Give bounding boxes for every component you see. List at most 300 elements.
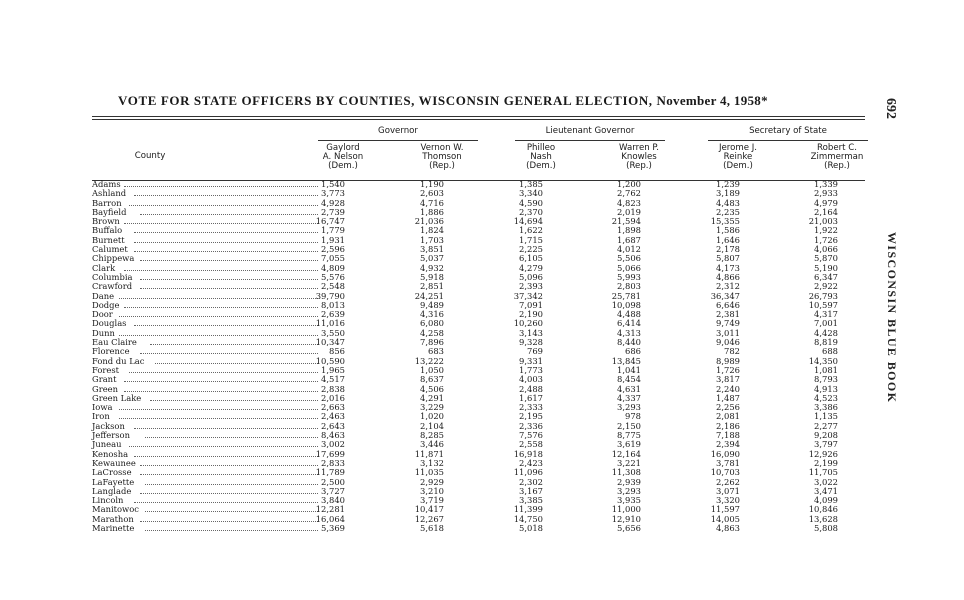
table-row <box>92 431 872 440</box>
vote-count: 39,790 <box>315 290 345 301</box>
vote-count: 1,586 <box>716 225 740 236</box>
county-name: Jefferson <box>92 430 130 441</box>
vote-count: 4,590 <box>519 197 543 208</box>
vote-count: 4,863 <box>716 522 740 533</box>
candidate-party: (Dem.) <box>723 161 753 171</box>
vote-count: 2,381 <box>716 309 740 320</box>
vote-count: 2,016 <box>321 392 345 403</box>
vote-count: 14,350 <box>808 355 838 366</box>
vote-count: 8,989 <box>716 355 740 366</box>
group-header-secretary-of-state: Secretary of State <box>749 126 827 136</box>
vote-count: 7,576 <box>519 430 543 441</box>
vote-count: 1,726 <box>814 234 838 245</box>
vote-count: 26,793 <box>808 290 838 301</box>
vote-count: 11,789 <box>315 467 345 478</box>
vote-count: 5,369 <box>321 522 345 533</box>
vote-count: 17,699 <box>315 448 345 459</box>
vote-count: 856 <box>329 346 345 357</box>
table-row <box>92 375 872 384</box>
vote-count: 4,279 <box>519 262 543 273</box>
candidate-first: Vernon W. <box>420 143 464 153</box>
candidate-party: (Dem.) <box>526 161 556 171</box>
vote-count: 683 <box>428 346 444 357</box>
county-name: Bayfield <box>92 206 127 217</box>
candidate-party: (Rep.) <box>824 161 850 171</box>
county-name: Barron <box>92 197 122 208</box>
vote-count: 1,617 <box>519 392 543 403</box>
vote-count: 1,190 <box>420 179 444 189</box>
vote-count: 3,727 <box>321 485 345 496</box>
county-name: Jackson <box>92 420 125 431</box>
table-row <box>92 226 872 235</box>
table-row <box>92 487 872 496</box>
vote-count: 1,646 <box>716 234 740 245</box>
vote-count: 769 <box>527 346 543 357</box>
vote-count: 10,260 <box>513 318 543 329</box>
vote-count: 2,256 <box>716 402 740 413</box>
vote-count: 3,022 <box>814 476 838 487</box>
group-rule-lieutenant-governor <box>515 140 665 141</box>
county-name: Clark <box>92 262 116 273</box>
vote-count: 1,487 <box>716 392 740 403</box>
candidate-header <box>693 144 783 171</box>
county-name: Douglas <box>92 318 127 329</box>
vote-count: 2,195 <box>519 411 543 422</box>
vote-count: 4,631 <box>617 383 641 394</box>
vote-count: 4,932 <box>420 262 444 273</box>
candidate-first: Jerome J. <box>718 143 758 153</box>
vote-count: 13,628 <box>808 513 838 524</box>
table-row <box>92 254 872 263</box>
vote-count: 1,081 <box>814 364 838 375</box>
candidate-first: Warren P. <box>619 143 659 153</box>
vote-count: 4,316 <box>420 309 444 320</box>
vote-count: 688 <box>822 346 838 357</box>
county-name: Chippewa <box>92 253 135 264</box>
vote-count: 2,558 <box>519 439 543 450</box>
county-name: Florence <box>92 346 130 357</box>
vote-count: 1,041 <box>617 364 641 375</box>
title-text: VOTE FOR STATE OFFICERS BY COUNTIES, WISCONSIN GENERAL ELECTION, <box>118 93 653 108</box>
vote-count: 11,399 <box>513 504 543 515</box>
table-row <box>92 450 872 459</box>
vote-count: 1,135 <box>814 411 838 422</box>
vote-count: 4,979 <box>814 197 838 208</box>
vote-count: 16,918 <box>513 448 543 459</box>
vote-count: 2,336 <box>519 420 543 431</box>
vote-count: 2,262 <box>716 476 740 487</box>
vote-count: 13,845 <box>611 355 641 366</box>
vote-count: 11,000 <box>611 504 641 515</box>
vote-count: 3,167 <box>519 485 543 496</box>
county-name: Forest <box>92 364 120 375</box>
vote-count: 2,939 <box>617 476 641 487</box>
vote-count: 2,922 <box>814 281 838 292</box>
vote-count: 1,050 <box>420 364 444 375</box>
vote-count: 5,066 <box>617 262 641 273</box>
table-row <box>92 403 872 412</box>
vote-count: 3,002 <box>321 439 345 450</box>
vote-count: 4,099 <box>814 495 838 506</box>
vote-table-body <box>92 180 872 533</box>
table-row <box>92 459 872 468</box>
table-row <box>92 217 872 226</box>
vote-count: 782 <box>724 346 740 357</box>
table-row <box>92 440 872 449</box>
vote-count: 3,550 <box>321 327 345 338</box>
vote-count: 2,739 <box>321 206 345 217</box>
vote-count: 2,150 <box>617 420 641 431</box>
table-row <box>92 338 872 347</box>
vote-count: 37,342 <box>513 290 543 301</box>
table-row <box>92 189 872 198</box>
county-name: LaFayette <box>92 476 135 487</box>
candidate-last: Nash <box>530 152 552 162</box>
county-name: Kenosha <box>92 448 129 459</box>
vote-count: 3,132 <box>420 457 444 468</box>
vote-count: 11,705 <box>808 467 838 478</box>
vote-count: 2,235 <box>716 206 740 217</box>
county-name: LaCrosse <box>92 467 132 478</box>
vote-count: 2,643 <box>321 420 345 431</box>
vote-count: 1,773 <box>519 364 543 375</box>
table-row <box>92 301 872 310</box>
county-name: Columbia <box>92 271 133 282</box>
vote-count: 9,331 <box>519 355 543 366</box>
vote-count: 3,797 <box>814 439 838 450</box>
vote-count: 3,143 <box>519 327 543 338</box>
group-rule-governor <box>318 140 478 141</box>
candidate-first: Robert C. <box>817 143 857 153</box>
vote-count: 12,267 <box>414 513 444 524</box>
vote-count: 2,833 <box>321 457 345 468</box>
vote-count: 21,594 <box>611 216 641 227</box>
county-name: Iron <box>92 411 110 422</box>
vote-count: 10,846 <box>808 504 838 515</box>
vote-count: 2,190 <box>519 309 543 320</box>
vote-count: 12,281 <box>315 504 345 515</box>
vote-count: 4,317 <box>814 309 838 320</box>
vote-count: 3,385 <box>519 495 543 506</box>
vote-count: 1,922 <box>814 225 838 236</box>
candidate-last: A. Nelson <box>322 152 364 162</box>
vote-count: 1,726 <box>716 364 740 375</box>
table-row <box>92 524 872 533</box>
candidate-header <box>792 144 882 171</box>
vote-count: 4,012 <box>617 244 641 255</box>
vote-count: 1,020 <box>420 411 444 422</box>
vote-count: 11,096 <box>513 467 543 478</box>
vote-count: 3,210 <box>420 485 444 496</box>
group-header-governor: Governor <box>378 126 418 136</box>
vote-count: 16,747 <box>315 216 345 227</box>
vote-count: 3,446 <box>420 439 444 450</box>
vote-count: 8,775 <box>617 430 641 441</box>
table-row <box>92 319 872 328</box>
county-name: Burnett <box>92 234 125 245</box>
table-row <box>92 273 872 282</box>
county-name: Juneau <box>92 439 122 450</box>
vote-count: 4,066 <box>814 244 838 255</box>
county-name: Fond du Lac <box>92 355 145 366</box>
vote-count: 3,781 <box>716 457 740 468</box>
table-row <box>92 515 872 524</box>
vote-count: 6,347 <box>814 271 838 282</box>
vote-count: 2,277 <box>814 420 838 431</box>
vote-count: 4,506 <box>420 383 444 394</box>
vote-count: 4,488 <box>617 309 641 320</box>
vote-count: 2,394 <box>716 439 740 450</box>
vote-count: 4,517 <box>321 374 345 385</box>
candidate-header <box>298 144 388 171</box>
table-row <box>92 292 872 301</box>
vote-count: 14,694 <box>513 216 543 227</box>
table-row <box>92 478 872 487</box>
vote-count: 21,036 <box>414 216 444 227</box>
table-row <box>92 310 872 319</box>
vote-count: 3,619 <box>617 439 641 450</box>
candidate-party: (Dem.) <box>328 161 358 171</box>
vote-count: 4,928 <box>321 197 345 208</box>
vote-count: 3,071 <box>716 485 740 496</box>
top-rule <box>92 116 865 117</box>
vote-count: 9,208 <box>814 430 838 441</box>
vote-count: 5,870 <box>814 253 838 264</box>
vote-count: 2,423 <box>519 457 543 468</box>
table-row <box>92 208 872 217</box>
county-name: Buffalo <box>92 225 123 236</box>
group-header-lieutenant-governor: Lieutenant Governor <box>545 126 635 136</box>
candidate-party: (Rep.) <box>429 161 455 171</box>
vote-count: 2,762 <box>617 188 641 199</box>
vote-count: 5,576 <box>321 271 345 282</box>
vote-count: 7,896 <box>420 337 444 348</box>
table-row <box>92 394 872 403</box>
vote-count: 5,993 <box>617 271 641 282</box>
vote-count: 5,618 <box>420 522 444 533</box>
vote-count: 14,750 <box>513 513 543 524</box>
vote-count: 12,910 <box>611 513 641 524</box>
vote-count: 2,548 <box>321 281 345 292</box>
vote-count: 10,347 <box>315 337 345 348</box>
table-row <box>92 199 872 208</box>
vote-count: 3,935 <box>617 495 641 506</box>
vote-count: 7,188 <box>716 430 740 441</box>
vote-count: 10,590 <box>315 355 345 366</box>
vote-count: 10,597 <box>808 299 838 310</box>
vote-count: 25,781 <box>611 290 641 301</box>
vote-count: 4,913 <box>814 383 838 394</box>
vote-count: 1,339 <box>814 179 838 189</box>
table-row <box>92 236 872 245</box>
vote-count: 1,200 <box>617 179 641 189</box>
vote-count: 11,308 <box>611 467 641 478</box>
county-name: Dunn <box>92 327 115 338</box>
vote-count: 2,393 <box>519 281 543 292</box>
county-name: Iowa <box>92 402 113 413</box>
vote-count: 1,540 <box>321 179 345 189</box>
vote-count: 6,646 <box>716 299 740 310</box>
vote-count: 2,838 <box>321 383 345 394</box>
vote-count: 4,809 <box>321 262 345 273</box>
vote-count: 978 <box>625 411 641 422</box>
vote-count: 11,597 <box>710 504 740 515</box>
vote-count: 5,018 <box>519 522 543 533</box>
vote-count: 1,886 <box>420 206 444 217</box>
table-row <box>92 505 872 514</box>
vote-count: 2,312 <box>716 281 740 292</box>
vote-count: 12,926 <box>808 448 838 459</box>
vote-count: 5,096 <box>519 271 543 282</box>
vote-count: 1,703 <box>420 234 444 245</box>
county-name: Dane <box>92 290 115 301</box>
vote-count: 1,779 <box>321 225 345 236</box>
vote-count: 12,164 <box>611 448 641 459</box>
vote-count: 9,749 <box>716 318 740 329</box>
vote-count: 10,098 <box>611 299 641 310</box>
candidate-first: Philleo <box>526 143 556 153</box>
table-row <box>92 412 872 421</box>
vote-count: 15,355 <box>710 216 740 227</box>
vote-count: 8,637 <box>420 374 444 385</box>
vote-count: 2,225 <box>519 244 543 255</box>
county-name: Langlade <box>92 485 132 496</box>
vote-count: 2,019 <box>617 206 641 217</box>
vote-count: 3,293 <box>617 485 641 496</box>
vote-count: 2,333 <box>519 402 543 413</box>
vote-count: 2,081 <box>716 411 740 422</box>
vote-count: 2,164 <box>814 206 838 217</box>
vote-count: 4,483 <box>716 197 740 208</box>
county-column-header: County <box>134 151 166 161</box>
vote-count: 5,037 <box>420 253 444 264</box>
vote-count: 8,454 <box>617 374 641 385</box>
vote-count: 16,064 <box>315 513 345 524</box>
vote-count: 10,703 <box>710 467 740 478</box>
vote-count: 1,385 <box>519 179 543 189</box>
candidate-last: Knowles <box>621 152 657 162</box>
group-rule-secretary-of-state <box>708 140 868 141</box>
vote-count: 7,091 <box>519 299 543 310</box>
table-row <box>92 264 872 273</box>
vote-count: 5,918 <box>420 271 444 282</box>
county-name: Calumet <box>92 244 128 255</box>
vote-count: 2,663 <box>321 402 345 413</box>
vote-count: 1,687 <box>617 234 641 245</box>
vote-count: 4,428 <box>814 327 838 338</box>
vote-count: 8,285 <box>420 430 444 441</box>
table-row <box>92 347 872 356</box>
vote-count: 21,003 <box>808 216 838 227</box>
candidate-last: Reinke <box>723 152 753 162</box>
vote-count: 2,933 <box>814 188 838 199</box>
vote-count: 11,871 <box>414 448 444 459</box>
vote-count: 36,347 <box>710 290 740 301</box>
page-title <box>118 93 878 109</box>
table-row <box>92 245 872 254</box>
vote-count: 11,035 <box>414 467 444 478</box>
vote-count: 7,055 <box>321 253 345 264</box>
vote-count: 3,471 <box>814 485 838 496</box>
candidate-header <box>397 144 487 171</box>
county-name: Adams <box>92 179 121 189</box>
vote-count: 9,046 <box>716 337 740 348</box>
vote-count: 2,603 <box>420 188 444 199</box>
vote-count: 4,003 <box>519 374 543 385</box>
vote-count: 1,965 <box>321 364 345 375</box>
vote-count: 1,239 <box>716 179 740 189</box>
vote-count: 3,189 <box>716 188 740 199</box>
county-name: Manitowoc <box>92 504 139 515</box>
county-name: Crawford <box>92 281 133 292</box>
vote-count: 4,258 <box>420 327 444 338</box>
table-row <box>92 180 872 189</box>
vote-count: 8,440 <box>617 337 641 348</box>
vote-count: 8,013 <box>321 299 345 310</box>
vote-count: 2,488 <box>519 383 543 394</box>
vote-count: 13,222 <box>414 355 444 366</box>
vote-count: 11,016 <box>315 318 345 329</box>
county-name: Dodge <box>92 299 120 310</box>
vote-count: 3,011 <box>716 327 740 338</box>
vote-count: 1,824 <box>420 225 444 236</box>
vote-count: 4,291 <box>420 392 444 403</box>
county-name: Eau Claire <box>92 337 137 348</box>
table-row <box>92 282 872 291</box>
vote-count: 2,500 <box>321 476 345 487</box>
vote-count: 1,715 <box>519 234 543 245</box>
table-row <box>92 366 872 375</box>
county-name: Kewaunee <box>92 457 136 468</box>
county-name: Door <box>92 309 113 320</box>
table-row <box>92 329 872 338</box>
vote-count: 3,293 <box>617 402 641 413</box>
vote-count: 2,104 <box>420 420 444 431</box>
county-name: Green Lake <box>92 392 142 403</box>
vote-count: 2,929 <box>420 476 444 487</box>
vote-count: 2,240 <box>716 383 740 394</box>
vote-count: 1,898 <box>617 225 641 236</box>
vote-count: 5,506 <box>617 253 641 264</box>
top-rule-2 <box>92 119 865 120</box>
county-name: Brown <box>92 216 120 227</box>
vote-count: 2,851 <box>420 281 444 292</box>
county-name: Ashland <box>92 188 127 199</box>
vote-count: 4,823 <box>617 197 641 208</box>
vote-count: 2,639 <box>321 309 345 320</box>
vote-count: 3,719 <box>420 495 444 506</box>
table-row <box>92 357 872 366</box>
vote-count: 3,386 <box>814 402 838 413</box>
election-date: November 4, 1958* <box>656 93 768 108</box>
vote-count: 3,340 <box>519 188 543 199</box>
candidate-last: Thomson <box>422 152 462 162</box>
vote-count: 7,001 <box>814 318 838 329</box>
county-name: Lincoln <box>92 495 124 506</box>
vote-count: 24,251 <box>414 290 444 301</box>
candidate-first: Gaylord <box>326 143 360 153</box>
vote-count: 2,178 <box>716 244 740 255</box>
vote-count: 3,221 <box>617 457 641 468</box>
county-name: Grant <box>92 374 117 385</box>
vote-count: 8,463 <box>321 430 345 441</box>
page-number: 692 <box>883 98 898 119</box>
vote-count: 3,851 <box>420 244 444 255</box>
vote-count: 8,819 <box>814 337 838 348</box>
vote-count: 2,370 <box>519 206 543 217</box>
vote-count: 2,803 <box>617 281 641 292</box>
vote-count: 1,622 <box>519 225 543 236</box>
